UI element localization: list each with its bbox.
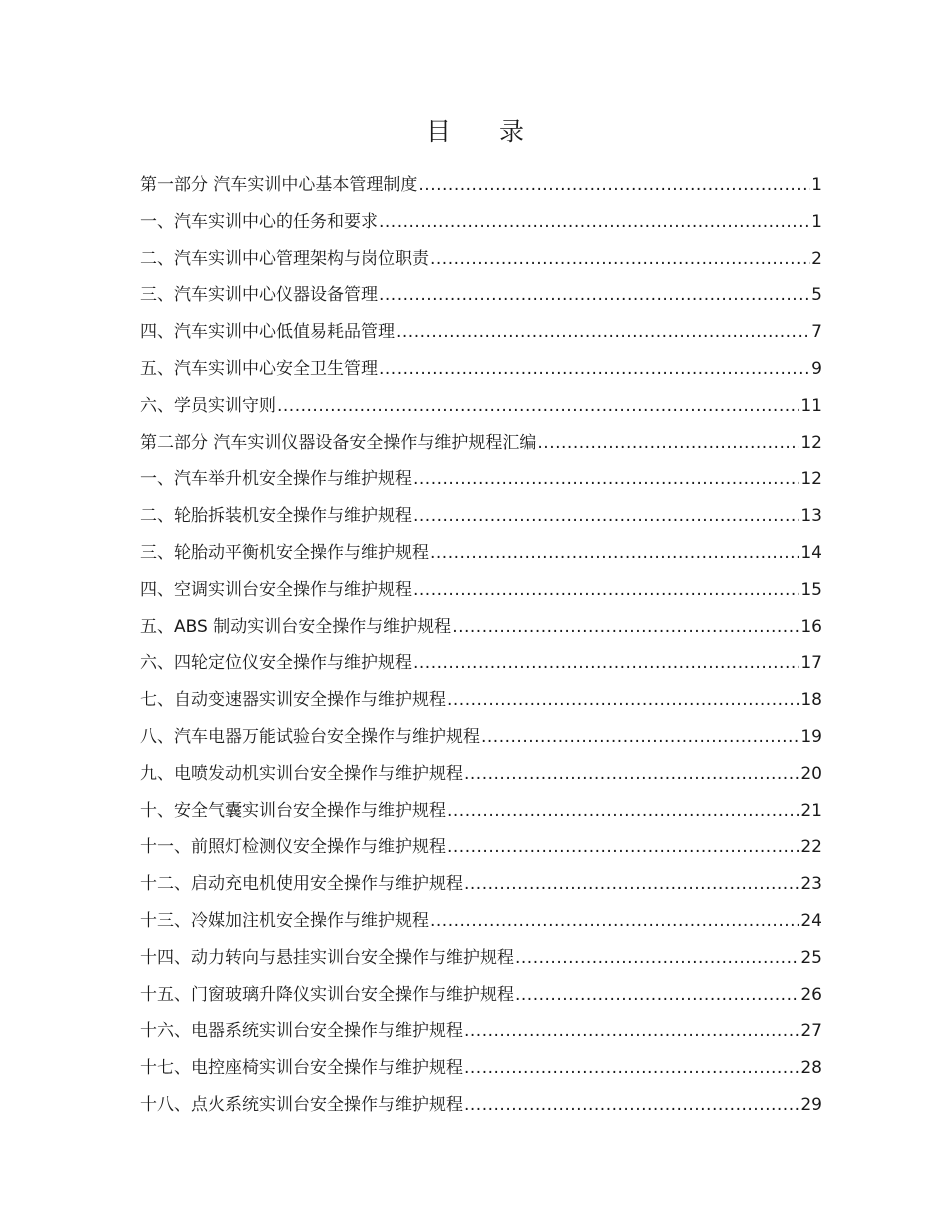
toc-entry[interactable] xyxy=(140,977,822,1014)
toc-dot-leader xyxy=(430,535,799,572)
toc-entry-page-number: 5 xyxy=(811,285,822,306)
toc-entry-page-number: 28 xyxy=(800,1058,822,1079)
toc-entry-title: 四、空调实训台安全操作与维护规程 xyxy=(140,579,412,600)
toc-entry-title: 五、ABS 制动实训台安全操作与维护规程 xyxy=(140,616,452,637)
toc-entry-title: 十七、电控座椅实训台安全操作与维护规程 xyxy=(140,1058,463,1079)
toc-entry-page-number: 12 xyxy=(800,432,822,453)
toc-entry-title: 第一部分 汽车实训中心基本管理制度 xyxy=(140,175,418,195)
toc-dot-leader xyxy=(396,314,810,351)
toc-entry-title: 十一、前照灯检测仪安全操作与维护规程 xyxy=(140,837,446,858)
toc-entry-page-number: 18 xyxy=(800,690,822,711)
toc-entry[interactable] xyxy=(140,1087,822,1124)
toc-entry-page-number: 21 xyxy=(800,800,822,821)
toc-dot-leader xyxy=(447,682,799,719)
toc-dot-leader xyxy=(464,756,799,793)
toc-entry-page-number: 1 xyxy=(811,175,822,195)
toc-entry[interactable] xyxy=(140,719,822,756)
toc-entry-title: 十八、点火系统实训台安全操作与维护规程 xyxy=(140,1094,463,1115)
toc-entry[interactable] xyxy=(140,829,822,866)
toc-entry[interactable] xyxy=(140,535,822,572)
toc-title: 目 录 xyxy=(426,117,544,146)
toc-entry-page-number: 19 xyxy=(800,726,822,747)
toc-entry[interactable] xyxy=(140,241,822,278)
toc-dot-leader xyxy=(537,425,799,462)
toc-entry-page-number: 14 xyxy=(800,542,822,563)
toc-entry-page-number: 11 xyxy=(800,395,822,416)
toc-entry-title: 二、汽车实训中心管理架构与岗位职责 xyxy=(140,248,429,269)
toc-entry-page-number: 1 xyxy=(811,211,822,232)
toc-dot-leader xyxy=(447,793,799,830)
toc-entry[interactable] xyxy=(140,609,822,646)
toc-list xyxy=(140,167,822,1124)
toc-entry[interactable] xyxy=(140,277,822,314)
toc-entry-title: 十五、门窗玻璃升降仪实训台安全操作与维护规程 xyxy=(140,984,514,1005)
toc-dot-leader xyxy=(515,940,799,977)
toc-dot-leader xyxy=(447,829,799,866)
toc-dot-leader xyxy=(379,351,810,388)
toc-entry[interactable] xyxy=(140,351,822,388)
toc-entry[interactable] xyxy=(140,461,822,498)
toc-dot-leader xyxy=(379,204,810,241)
toc-entry[interactable] xyxy=(140,940,822,977)
toc-entry[interactable] xyxy=(140,388,822,425)
toc-dot-leader xyxy=(481,719,799,756)
toc-entry-page-number: 27 xyxy=(800,1021,822,1042)
toc-entry[interactable] xyxy=(140,645,822,682)
toc-dot-leader xyxy=(464,866,799,903)
toc-entry-title: 一、汽车实训中心的任务和要求 xyxy=(140,211,378,232)
toc-dot-leader xyxy=(464,1013,799,1050)
toc-entry[interactable] xyxy=(140,314,822,351)
toc-entry-title: 一、汽车举升机安全操作与维护规程 xyxy=(140,469,412,490)
toc-entry-title: 第二部分 汽车实训仪器设备安全操作与维护规程汇编 xyxy=(140,432,537,453)
toc-entry[interactable] xyxy=(140,204,822,241)
toc-entry[interactable] xyxy=(140,498,822,535)
toc-entry-title: 十四、动力转向与悬挂实训台安全操作与维护规程 xyxy=(140,947,514,968)
toc-dot-leader xyxy=(464,1087,799,1124)
toc-dot-leader xyxy=(418,167,810,204)
toc-entry-page-number: 15 xyxy=(800,579,822,600)
toc-entry-page-number: 12 xyxy=(800,469,822,490)
toc-entry-page-number: 20 xyxy=(800,763,822,784)
toc-entry-title: 十三、冷媒加注机安全操作与维护规程 xyxy=(140,910,429,931)
toc-entry-page-number: 24 xyxy=(800,910,822,931)
toc-entry[interactable] xyxy=(140,425,822,462)
toc-entry-page-number: 9 xyxy=(811,358,822,379)
toc-entry-page-number: 16 xyxy=(800,616,822,637)
toc-dot-leader xyxy=(413,461,799,498)
toc-entry-title: 七、自动变速器实训安全操作与维护规程 xyxy=(140,690,446,711)
toc-entry-title: 六、学员实训守则 xyxy=(140,395,276,416)
toc-entry[interactable] xyxy=(140,167,822,204)
toc-entry-title: 九、电喷发动机实训台安全操作与维护规程 xyxy=(140,763,463,784)
toc-dot-leader xyxy=(430,241,810,278)
toc-entry[interactable] xyxy=(140,793,822,830)
toc-entry-title: 八、汽车电器万能试验台安全操作与维护规程 xyxy=(140,726,480,747)
toc-entry[interactable] xyxy=(140,1013,822,1050)
toc-entry-title: 三、轮胎动平衡机安全操作与维护规程 xyxy=(140,542,429,563)
toc-entry-page-number: 7 xyxy=(811,322,822,343)
toc-entry-page-number: 13 xyxy=(800,506,822,527)
toc-entry-page-number: 26 xyxy=(800,984,822,1005)
toc-entry[interactable] xyxy=(140,572,822,609)
toc-entry-title: 十六、电器系统实训台安全操作与维护规程 xyxy=(140,1021,463,1042)
toc-entry[interactable] xyxy=(140,682,822,719)
toc-dot-leader xyxy=(413,498,799,535)
toc-dot-leader xyxy=(413,572,799,609)
toc-dot-leader xyxy=(379,277,810,314)
toc-entry-title: 十二、启动充电机使用安全操作与维护规程 xyxy=(140,874,463,895)
toc-entry-title: 二、轮胎拆装机安全操作与维护规程 xyxy=(140,506,412,527)
toc-dot-leader xyxy=(464,1050,799,1087)
toc-entry[interactable] xyxy=(140,1050,822,1087)
toc-dot-leader xyxy=(452,609,799,646)
toc-entry-page-number: 22 xyxy=(800,837,822,858)
toc-entry-page-number: 23 xyxy=(800,874,822,895)
toc-entry-title: 六、四轮定位仪安全操作与维护规程 xyxy=(140,653,412,674)
toc-dot-leader xyxy=(430,903,799,940)
toc-dot-leader xyxy=(277,388,799,425)
toc-entry-page-number: 25 xyxy=(800,947,822,968)
toc-entry-page-number: 29 xyxy=(800,1094,822,1115)
toc-entry[interactable] xyxy=(140,866,822,903)
toc-entry-title: 十、安全气囊实训台安全操作与维护规程 xyxy=(140,800,446,821)
toc-entry[interactable] xyxy=(140,756,822,793)
toc-entry-title: 四、汽车实训中心低值易耗品管理 xyxy=(140,322,395,343)
toc-entry-page-number: 17 xyxy=(800,653,822,674)
toc-dot-leader xyxy=(413,645,799,682)
toc-dot-leader xyxy=(515,977,799,1014)
toc-entry[interactable] xyxy=(140,903,822,940)
toc-entry-title: 三、汽车实训中心仪器设备管理 xyxy=(140,285,378,306)
toc-entry-title: 五、汽车实训中心安全卫生管理 xyxy=(140,358,378,379)
toc-entry-page-number: 2 xyxy=(811,248,822,269)
